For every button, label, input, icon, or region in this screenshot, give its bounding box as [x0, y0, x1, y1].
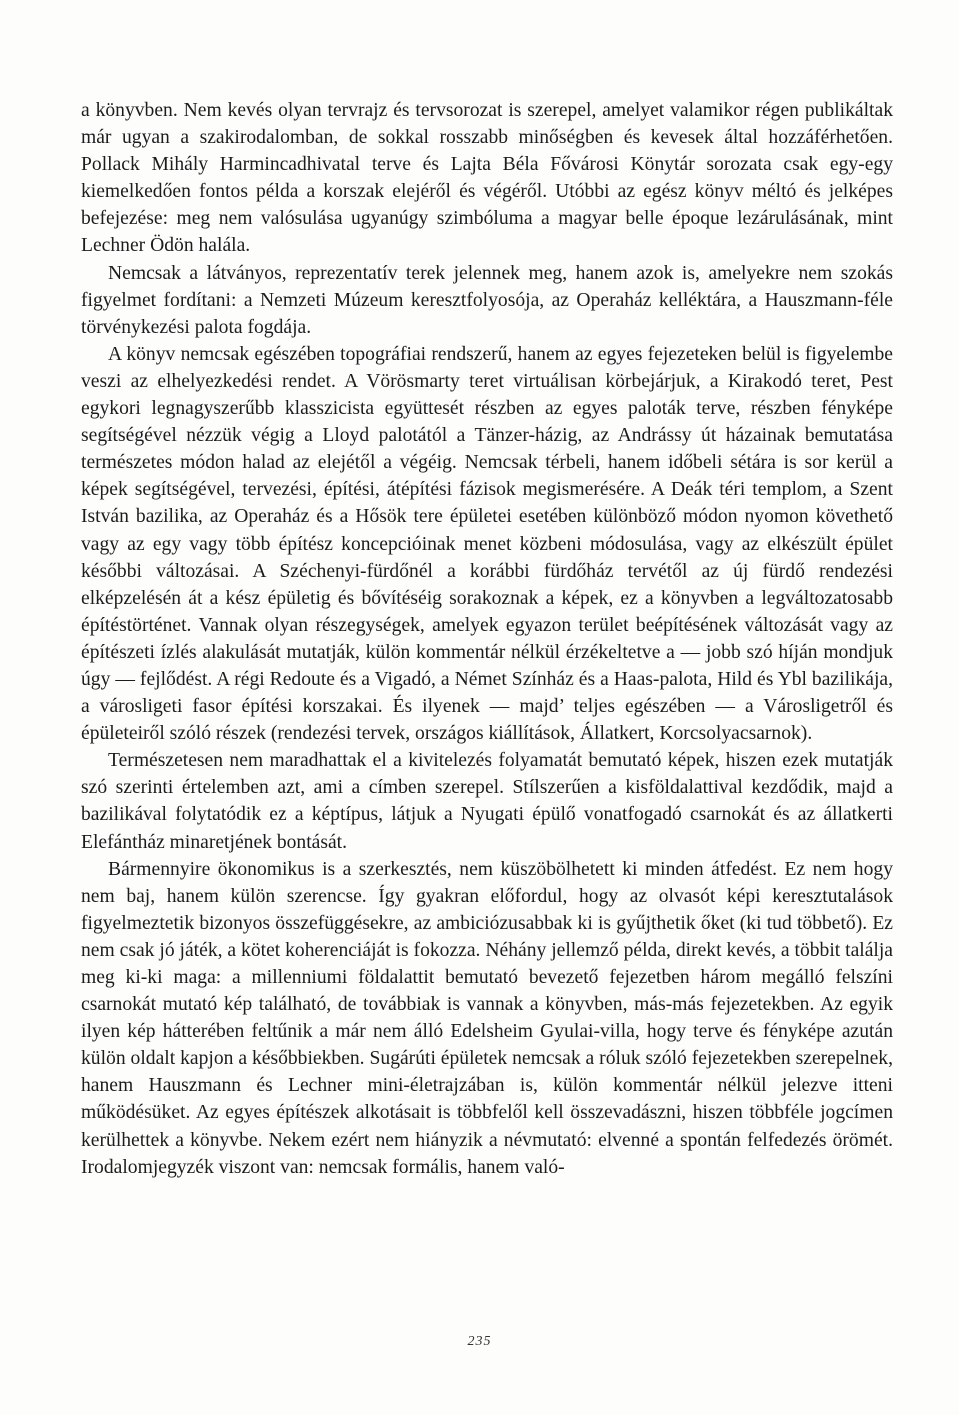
paragraph-4: Természetesen nem maradhattak el a kivitelezés folyamatát bemutató képek, hiszen ezek mutatják szó szerinti értelemben azt, ami a címben szerepel. Stílszerűen a kisföldalattival kezdődik, majd a bazilikával folytatódik ez a képtípus, látjuk a Nyugati épülő vonatfogadó csarnokát és az állatkerti Elefántház minaretjének bontását.: [81, 750, 893, 853]
page-number: 235: [467, 1334, 492, 1349]
body-text: [81, 97, 893, 1181]
paragraph-2: Nemcsak a látványos, reprezentatív terek jelennek meg, hanem azok is, amelyekre nem szokás figyelmet fordítani: a Nemzeti Múzeum keresztfolyosója, az Operaház kelléktára, a Hauszmann-féle törvénykezési palota fogdája.: [81, 262, 893, 338]
paragraph-5: Bármennyire ökonomikus is a szerkesztés, nem küszöbölhetett ki minden átfedést. Ez nem hogy nem baj, hanem külön szerencse. Így gyakran előfordul, hogy az olvasót képi keresztutalások figyelmeztetik bizonyos összefüggésekre, az ambiciózusabbak ki is gyűjthetik őket (ki tud többető). Ez nem csak jó játék, a kötet koherenciáját is fokozza. Néhány jellemző példa, direkt kevés, a többit találja meg ki-ki maga: a millenniumi földalattit bemutató bevezető fejezetben három megálló felszíni csarnokát mutató kép található, de továbbiak is vannak a könyvben, más-más fejezetekben. Az egyik ilyen kép hátterében feltűnik a már nem álló Edelsheim Gyulai-villa, hogy terve és fényképe azután külön oldalt kapjon a későbbiekben. Sugárúti épületek nemcsak a róluk szóló fejezetekben szerepelnek, hanem Hauszmann és Lechner mini-életrajzában is, külön kommentár nélkül jelezve itteni működésüket. Az egyes építészek alkotásait is többfelől kell összevadászni, hiszen többféle jogcímen kerülhettek a könyvbe. Nekem ezért nem hiányzik a névmutató: elvenné a spontán felfedezés örömét. Irodalomjegyzék viszont van: nemcsak formális, hanem való-: [81, 858, 893, 1178]
paragraph-3: A könyv nemcsak egészében topográfiai rendszerű, hanem az egyes fejezeteken belül is figyelembe veszi az elhelyezkedési rendet. A Vörösmarty teret virtuálisan körbejárjuk, a Kirakodó teret, Pest egykori legnagyszerűbb klasszicista együttesét részben az egyes paloták terve, részben fényképe segítségével nézzük végig a Lloyd palotától a Tänzer-házig, az Andrássy út házainak bemutatása természetes módon halad az elejétől a végéig. Nemcsak térbeli, hanem időbeli sétára is sor kerül a képek segítségével, tervezési, építési, átépítési fázisok megismerésére. A Deák téri templom, a Szent István bazilika, az Operaház és a Hősök tere épületei esetében különböző módon nyomon követhető vagy az egy vagy több építész koncepcióinak menet közbeni módosulása, vagy az elkészült épület későbbi változásai. A Széchenyi-fürdőnél a korábbi fürdőház tervétől az új fürdő rendezési elképzelésén át a kész épületig és bővítéséig sorakoznak a képek, ez a könyvben a legváltozatosabb építéstörténet. Vannak olyan részegységek, amelyek egyazon terület beépítésének változását vagy az építészeti ízlés alakulását mutatják, külön kommentár nélkül érzékeltetve a — jobb szó híján mondjuk úgy — fejlődést. A régi Redoute és a Vigadó, a Német Színház és a Haas-palota, Hild és Ybl bazilikája, a városligeti fasor építési korszakai. És ilyenek — majd’ teljes egészében — a Városligetről és épületeiről szóló részek (rendezési tervek, országos kiállítások, Állatkert, Korcsolyacsarnok).: [81, 343, 893, 745]
paragraph-1: a könyvben. Nem kevés olyan tervrajz és tervsorozat is szerepel, amelyet valamikor régen publikáltak már ugyan a szakirodalomban, de sokkal rosszabb minőségben és kevesek által hozzáférhetően. Pollack Mihály Harmincadhivatal terve és Lajta Béla Fővárosi Könytár sorozata csak egy-egy kiemelkedően fontos példa a korszak elejéről és végéről. Utóbbi az egész könyv méltó és jelképes befejezése: meg nem valósulása ugyanúgy szimbóluma a magyar belle époque lezárulásának, mint Lechner Ödön halála.: [81, 100, 893, 257]
